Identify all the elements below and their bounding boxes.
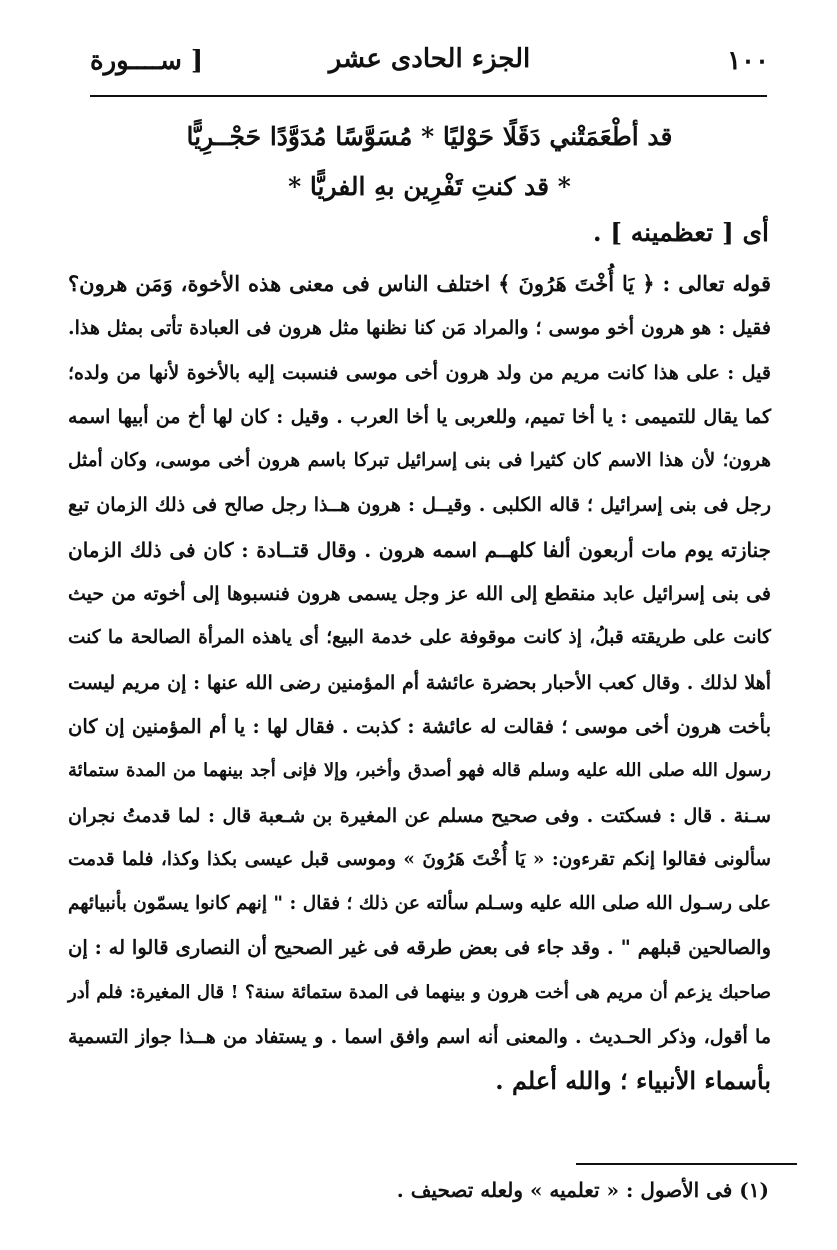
body-line: جنازته يوم مات أربعون ألفا كلهــم اسمه هرون . وقال قتــادة : كان فى ذلك الزمان [68, 537, 771, 562]
body-line: رجل فى بنى إسرائيل ؛ قاله الكلبى . وقيــل : هرون هــذا رجل صالح فى ذلك الزمان تبع [68, 494, 771, 517]
header-rule [90, 95, 767, 97]
body-line: سـنة . قال : فسكتت . وفى صحيح مسلم عن المغيرة بن شـعبة قال : لما قدمتُ نجران [68, 804, 771, 827]
poem-verse-1: قد أطْعَمَتْني دَقَلًا حَوْليًا * مُسَوَّسًا مُدَوَّدًا حَجْــرِيًّا [186, 122, 673, 151]
body-text [68, 262, 771, 1104]
page-header [90, 40, 769, 90]
body-line: فى بنى إسرائيل عابد منقطع إلى الله عز وجل يسمى هرون فنسبوها إلى أخوته من حيث [68, 583, 771, 606]
body-line: سألونى فقالوا إنكم تقرءون: « يَا أُخْتَ هَرُونَ » وموسى قبل عيسى بكذا وكذا، فلما قدمت [68, 848, 771, 870]
body-line: صاحبك يزعم أن مريم هى أخت هرون و بينهما فى المدة ستمائة سنة؟ ! قال المغيرة: فلم أدر [68, 981, 771, 1003]
body-line: بأسماء الأنبياء ؛ والله أعلم . [495, 1066, 771, 1096]
body-line: أهلا لذلك . وقال كعب الأحبار بحضرة عائشة أم المؤمنين رضى الله عنها : إن مريم ليست [68, 671, 771, 694]
body-line: قيل : على هذا كانت مريم من ولد هرون أخى موسى فنسبت إليه بالأخوة لأنها من ولده؛ [68, 361, 771, 384]
poem-verse-2: * قد كنتِ تَفْرِين بهِ الفريًّا * [288, 172, 571, 201]
body-line: على رسـول الله صلى الله عليه وسـلم سألته عن ذلك ؛ فقال : " إنهم كانوا يسمّون بأنبيائهم [68, 893, 771, 915]
body-line: والصالحين قبلهم " . وقد جاء فى بعض طرقه فى غير الصحيح أن النصارى قالوا له : إن [68, 936, 771, 960]
footnote-rule [576, 1163, 797, 1165]
body-line: رسول الله صلى الله عليه وسلم قاله فهو أصدق وأخبر، وإلا فإنى أجد بينهما من المدة ستمائة [68, 760, 771, 782]
page-number: ١٠٠ [727, 46, 769, 76]
footnote: (١) فى الأصول : « تعلميه » ولعله تصحيف . [396, 1178, 769, 1202]
body-line: كانت على طريقته قبلُ، إذ كانت موقوفة على خدمة البيع؛ أى ياهذه المرأة الصالحة ما كنت [68, 627, 771, 649]
running-title: الجزء الحادى عشر [328, 44, 531, 74]
body-line: ما أقول، وذكر الحـديث . والمعنى أنه اسم وافق اسما . و يستفاد من هــذا جواز التسمية [68, 1026, 771, 1049]
body-line: هرون؛ لأن هذا الاسم كان كثيرا فى بنى إسرائيل تبركا باسم هرون أخى موسى، وكان أمثل [68, 450, 771, 472]
body-line: فقيل : هو هرون أخو موسى ؛ والمراد مَن كنا نظنها مثل هرون فى العبادة تأتى بمثل هذا. [68, 317, 771, 340]
surah-label: [ ســــورة [90, 46, 204, 76]
body-line: بأخت هرون أخى موسى ؛ فقالت له عائشة : كذبت . فقال لها : يا أم المؤمنين إن كان [68, 714, 771, 738]
body-line: كما يقال للتميمى : يا أخا تميم، وللعربى يا أخا العرب . وقيل : كان لها أخ من أبيها اسمه [68, 405, 771, 428]
gloss-line: أى [ تعظمينه ] . [592, 218, 769, 247]
body-line: قوله تعالى : ﴿ يَا أُخْتَ هَرُونَ ﴾ اختلف الناس فى معنى هذه الأخوة، وَمَن هرون؟ [68, 271, 771, 296]
